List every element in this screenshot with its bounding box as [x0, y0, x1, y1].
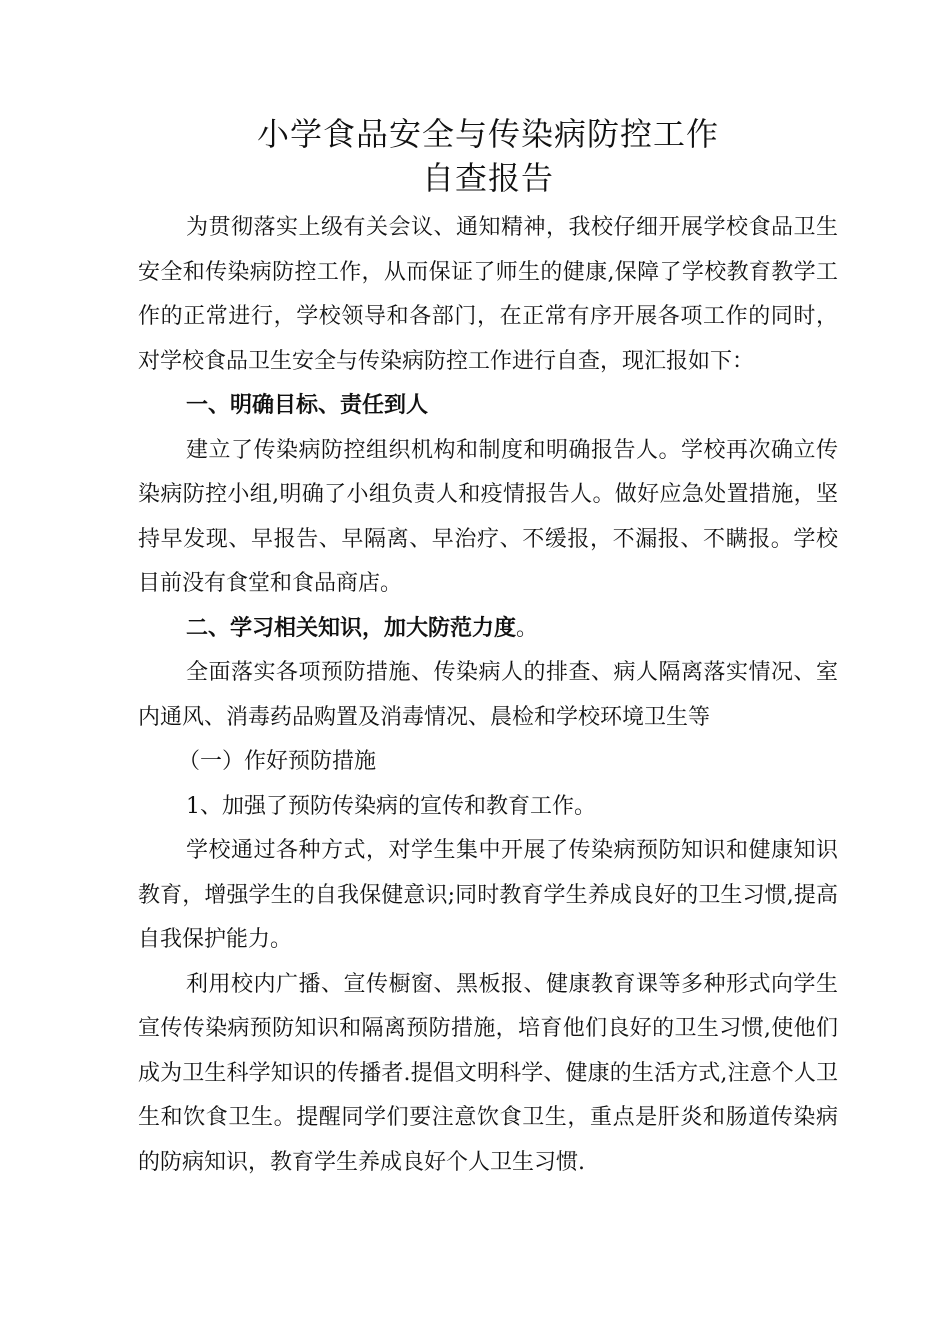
- item-1-paragraph-2: 利用校内广播、宣传橱窗、黑板报、健康教育课等多种形式向学生宣传传染病预防知识和隔离预防措施，培育他们良好的卫生习惯,使他们成为卫生科学知识的传播者.提倡文明科学、健康的生活方式,注意个人卫生和饮食卫生。提醒同学们要注意饮食卫生，重点是肝炎和肠道传染病的防病知识，教育学生养成良好个人卫生习惯.: [138, 971, 838, 1175]
- item-1-paragraph-1: 学校通过各种方式，对学生集中开展了传染病预防知识和健康知识教育，增强学生的自我保健意识;同时教育学生养成良好的卫生习惯,提高自我保护能力。: [138, 838, 838, 952]
- document-body: [138, 206, 838, 1185]
- section-1-paragraph: 建立了传染病防控组织机构和制度和明确报告人。学校再次确立传染病防控小组,明确了小组负责人和疫情报告人。做好应急处置措施，坚持早发现、早报告、早隔离、早治疗、不缓报，不漏报、不瞒报。学校目前没有食堂和食品商店。: [138, 437, 838, 596]
- section-2-paragraph: 全面落实各项预防措施、传染病人的排查、病人隔离落实情况、室内通风、消毒药品购置及消毒情况、晨检和学校环境卫生等: [138, 660, 838, 730]
- section-1-heading: 一、明确目标、责任到人: [186, 393, 429, 418]
- document-title: [138, 112, 838, 200]
- title-line-1: 小学食品安全与传染病防控工作: [256, 115, 719, 153]
- intro-paragraph: 为贯彻落实上级有关会议、通知精神，我校仔细开展学校食品卫生安全和传染病防控工作，从而保证了师生的健康,保障了学校教育教学工作的正常进行，学校领导和各部门，在正常有序开展各项工作的同时，对学校食品卫生安全与传染病防控工作进行自查，现汇报如下：: [138, 215, 838, 374]
- section-2-heading-text: 二、学习相关知识，加大防范力度: [186, 615, 517, 641]
- subsection-1-heading: （一）作好预防措施: [178, 749, 377, 774]
- section-2-heading: [138, 607, 838, 652]
- title-line-2: 自查报告: [421, 159, 554, 197]
- item-1-heading: 1、加强了预防传染病的宣传和教育工作。: [186, 793, 596, 819]
- document-page: [138, 112, 838, 1185]
- section-2-heading-tail: 。: [516, 615, 539, 641]
